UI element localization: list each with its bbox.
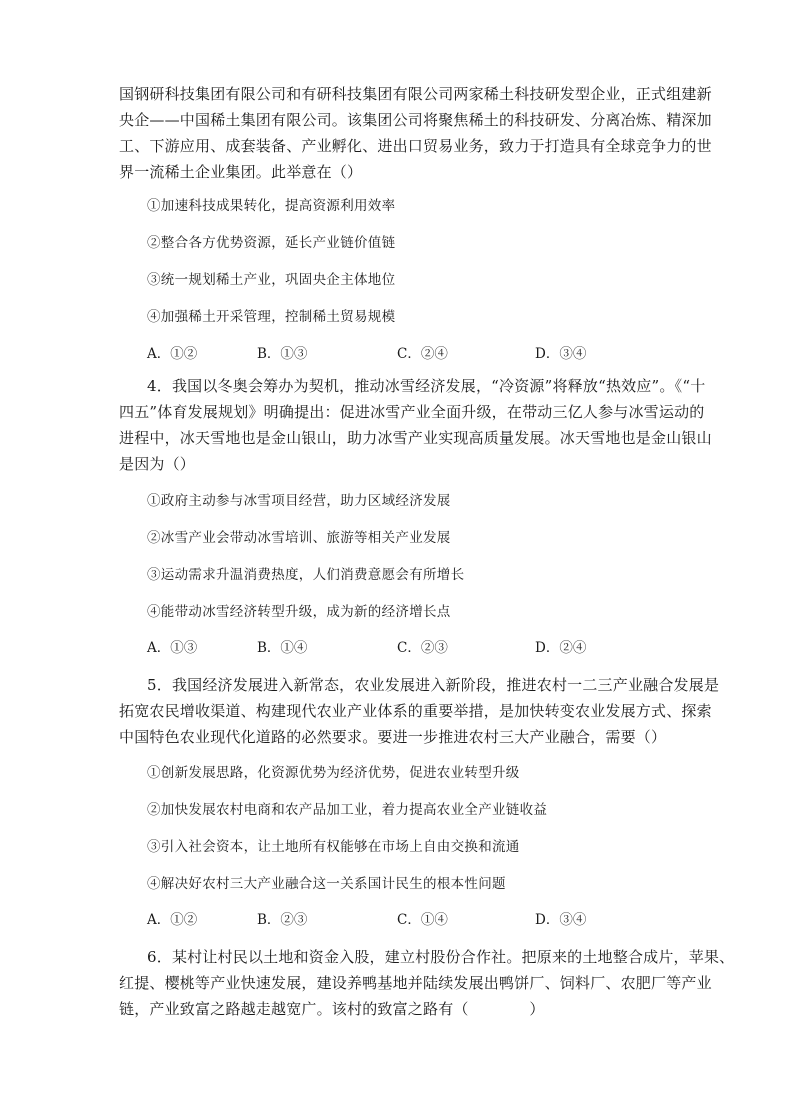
q6-stem-line: 6．某村让村民以土地和资金入股，建立村股份合作社。把原来的土地整合成片，苹果、 [147, 948, 735, 966]
q6-stem-line: 链，产业致富之路越走越宽广。该村的致富之路有（ ） [119, 1000, 545, 1018]
q3-option-3: ③统一规划稀土产业，巩固央企主体地位 [147, 272, 396, 288]
q4-option-3: ③运动需求升温消费热度，人们消费意愿会有所增长 [147, 567, 465, 583]
q3-choice-b: B．①③ [257, 346, 308, 362]
q4-option-1: ①政府主动参与冰雪项目经营，助力区域经济发展 [147, 493, 451, 509]
q5-stem-line: 中国特色农业现代化道路的必然要求。要进一步推进农村三大产业融合，需要（） [119, 728, 667, 746]
q3-stem-line: 国钢研科技集团有限公司和有研科技集团有限公司两家稀土科技研发型企业，正式组建新 [119, 85, 712, 103]
q4-stem-line: 4．我国以冬奥会筹办为契机，推动冰雪经济发展，“冷资源”将释放“热效应”。《“十 [147, 377, 706, 395]
q4-choice-c: C．②③ [397, 640, 448, 656]
q3-option-2: ②整合各方优势资源，延长产业链价值链 [147, 235, 396, 251]
q5-choices [147, 908, 707, 928]
q3-option-4: ④加强稀土开采管理，控制稀土贸易规模 [147, 309, 396, 325]
q5-option-4: ④解决好农村三大产业融合这一关系国计民生的根本性问题 [147, 876, 506, 892]
q5-stem [119, 672, 720, 750]
q4-option-4: ④能带动冰雪经济转型升级，成为新的经济增长点 [147, 604, 451, 620]
q5-stem-line: 5．我国经济发展进入新常态，农业发展进入新阶段，推进农村一二三产业融合发展是 [147, 676, 720, 694]
q6-stem-line: 红提、樱桃等产业快速发展，建设养鸭基地并陆续发展出鸭饼厂、饲料厂、农肥厂等产业 [119, 974, 712, 992]
q5-stem-line: 拓宽农民增收渠道、构建现代农业产业体系的重要举措，是加快转变农业发展方式、探索 [119, 702, 712, 720]
q4-stem-line: 四五”体育发展规划》明确提出：促进冰雪产业全面升级，在带动三亿人参与冰雪运动的 [119, 403, 705, 421]
q4-choice-b: B．①④ [257, 640, 308, 656]
q5-option-3: ③引入社会资本，让土地所有权能够在市场上自由交换和流通 [147, 839, 520, 855]
q3-option-1: ①加速科技成果转化，提高资源利用效率 [147, 198, 396, 214]
q3-stem [119, 81, 712, 185]
q5-choice-b: B．②③ [257, 912, 308, 928]
q3-stem-line: 央企——中国稀土集团有限公司。该集团公司将聚焦稀土的科技研发、分离冶炼、精深加 [119, 111, 712, 129]
q3-choice-d: D．③④ [535, 346, 587, 362]
q4-stem-line: 是因为（） [119, 455, 196, 473]
q3-stem-line: 工、下游应用、成套装备、产业孵化、进出口贸易业务，致力于打造具有全球竞争力的世 [119, 137, 712, 155]
q5-option-1: ①创新发展思路，化资源优势为经济优势，促进农业转型升级 [147, 765, 520, 781]
q3-choice-c: C．②④ [397, 346, 448, 362]
q6-stem [119, 944, 735, 1022]
q3-choices [147, 342, 707, 362]
q5-choice-d: D．③④ [535, 912, 587, 928]
q4-stem [119, 373, 712, 477]
q4-stem-line: 进程中，冰天雪地也是金山银山，助力冰雪产业实现高质量发展。冰天雪地也是金山银山 [119, 429, 712, 447]
q3-choice-a: A．①② [147, 346, 198, 362]
q5-choice-c: C．①④ [397, 912, 448, 928]
q5-option-2: ②加快发展农村电商和农产品加工业，着力提高农业全产业链收益 [147, 802, 548, 818]
q4-choices [147, 636, 707, 656]
q4-choice-d: D．②④ [535, 640, 587, 656]
q4-option-2: ②冰雪产业会带动冰雪培训、旅游等相关产业发展 [147, 530, 451, 546]
q4-choice-a: A．①③ [147, 640, 198, 656]
q5-choice-a: A．①② [147, 912, 198, 928]
q3-stem-line: 界一流稀土企业集团。此举意在（） [119, 163, 363, 181]
